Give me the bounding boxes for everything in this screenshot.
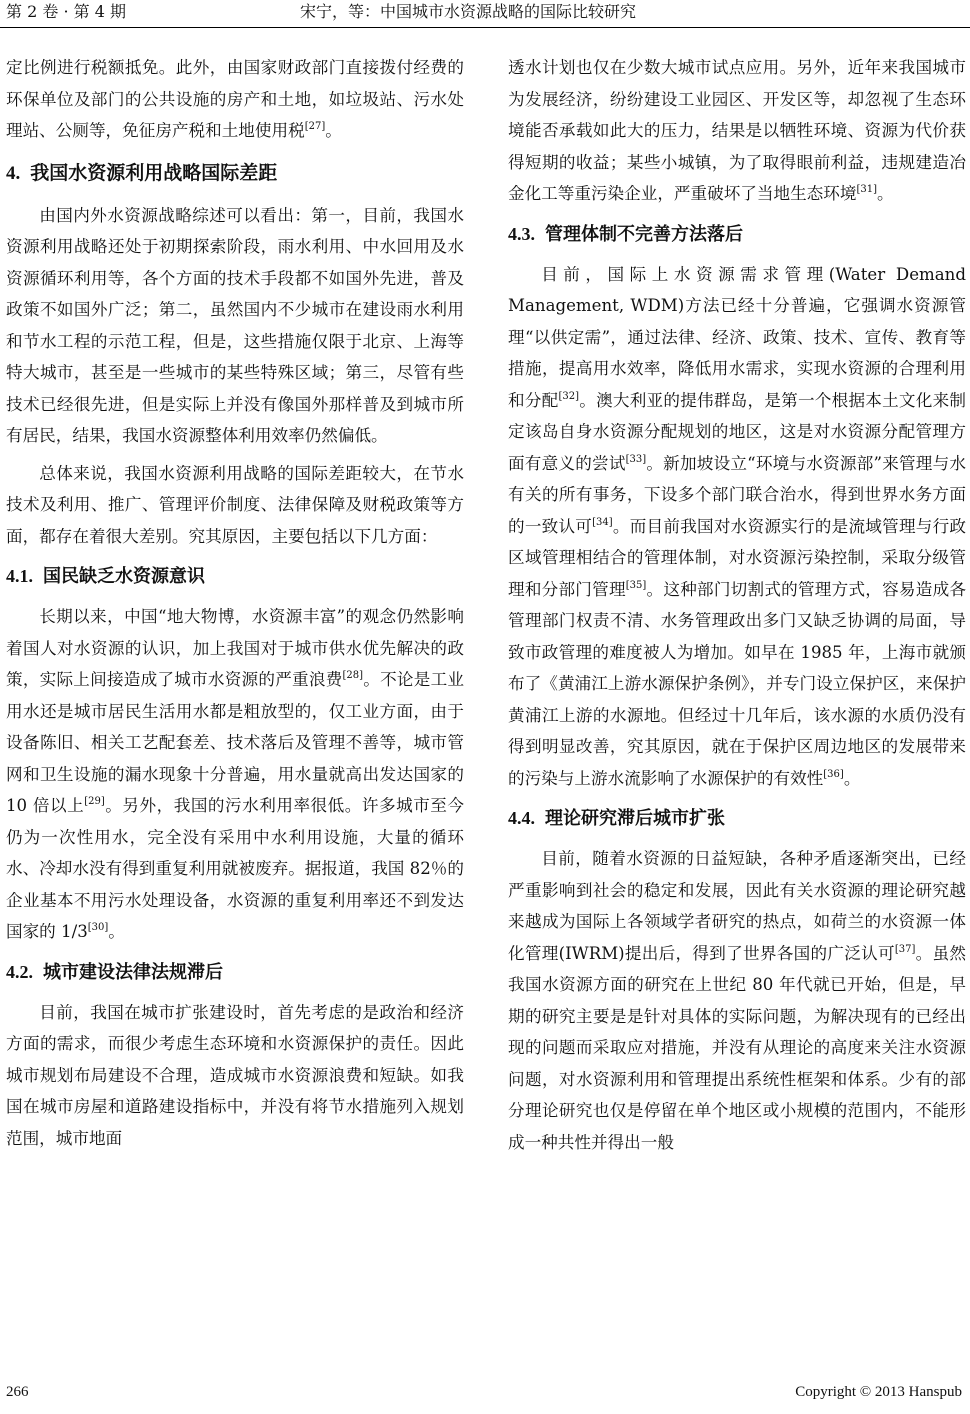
page-number: 266 — [6, 1384, 29, 1400]
copyright-notice: Copyright © 2013 Hanspub — [795, 1384, 962, 1400]
section-heading-4-4: 4.4. 理论研究滞后城市扩张 — [508, 808, 725, 829]
left-column — [6, 52, 464, 1160]
right-column — [508, 52, 966, 1164]
citation-31[interactable]: [31] — [856, 184, 877, 195]
section-heading-4-1: 4.1. 国民缺乏水资源意识 — [6, 566, 205, 587]
citation-29[interactable]: [29] — [84, 796, 105, 807]
citation-36[interactable]: [36] — [823, 768, 844, 780]
citation-37[interactable]: [37] — [894, 943, 916, 955]
citation-33[interactable]: [33] — [625, 453, 647, 465]
citation-28[interactable]: [28] — [342, 670, 364, 681]
journal-volume-issue: 第 2 卷 · 第 4 期 — [6, 2, 126, 21]
paragraph-water-awareness: 长期以来，中国“地大物博，水资源丰富”的观念仍然影响着国人对水资源的认识，加上我国对于城市供水优先解决的政策，实际上间接造成了城市水资源的严重浪费[28]。不论是工业用水还是城市居民生活用水都是粗放型的，仅工业方面，由于设备陈旧、相关工艺配套差、技术落后及管理不善等，城市管网和卫生设施的漏水现象十分普遍，用水量就高出发达国家的 10 倍以上[29]。另外，我国的污水利用率很低。许多城市至今仍为一次性用水，完全没有采用中水利用设施，大量的循环水、冷却水没有得到重复利用就被废弃。据报道，我国 82％的企业基本不用污水处理设备，水资源的重复利用率还不到发达国家的 1/3[30]。 — [6, 607, 465, 941]
section-heading-4: 4. 我国水资源利用战略国际差距 — [6, 161, 278, 184]
paragraph-urban-law: 目前，我国在城市扩张建设时，首先考虑的是政治和经济方面的需求，而很少考虑生态环境和水资源保护的责任。因此城市规划布局建设不合理，造成城市水资源浪费和短缺。如我国在城市房屋和道路建设指标中，并没有将节水措施列入规划范围，城市地面 — [6, 1002, 464, 1148]
section-heading-4-3: 4.3. 管理体制不完善方法落后 — [508, 223, 743, 245]
citation-35[interactable]: [35] — [625, 579, 647, 591]
section-heading-4-2: 4.2. 城市建设法律法规滞后 — [6, 961, 223, 983]
citation-30[interactable]: [30] — [87, 922, 109, 933]
citation-32[interactable]: [32] — [558, 390, 580, 402]
paragraph-theory-research: 目前，随着水资源的日益短缺，各种矛盾逐渐突出，已经严重影响到社会的稳定和发展，因此有关水资源的理论研究越来越成为国际上各领域学者研究的热点，如荷兰的水资源一体化管理(IWRM)提出后，得到了世界各国的广泛认可[37]。虽然我国水资源方面的研究在上世纪 80 年代就已开始，但是，早期的研究主要是是针对具体的实际问题，为解决现有的已经出现的问题而采取应对措施，并没有从理论的高度来关注水资源问题，对水资源利用和管理提出系统性框架和体系。少有的部分理论研究也仅是停留在单个地区或小规模的范围内，不能形成一种共性并得出一般 — [508, 849, 967, 1152]
paragraph-tax-exemption: 定比例进行税额抵免。此外，由国家财政部门直接拨付经费的环保单位及部门的公共设施的房产和土地，如垃圾站、污水处理站、公厕等，免征房产税和土地使用税[27]。 — [6, 58, 464, 140]
running-title: 宋宁，等：中国城市水资源战略的国际比较研究 — [300, 2, 637, 21]
page-header — [0, 0, 970, 40]
paragraph-management-system: 目前，国际上水资源需求管理(Water Demand Management, WDM)方法已经十分普遍，它强调水资源管理“以供定需”，通过法律、经济、政策、技术、宣传、教育等措施，提高用水效率，降低用水需求，实现水资源的合理利用和分配[32]。澳大利亚的提伟群岛，是第一个根据本土文化来制定该岛自身水资源分配规划的地区，这是对水资源分配管理方面有意义的尝试[33]。新加坡设立“环境与水资源部”来管理与水有关的所有事务，下设多个部门联合治水，得到世界水务方面的一致认可[34]。而目前我国对水资源实行的是流域管理与行政区域管理相结合的管理体制，对水资源污染控制，采取分级管理和分部门管理[35]。这种部门切割式的管理方式，容易造成各管理部门权责不清、水务管理政出多门又缺乏协调的局面，导致市政管理的难度被人为增加。如早在 1985 年，上海市就颁布了《黄浦江上游水源保护条例》，并专门设立保护区，来保护黄浦江上游的水源地。但经过十几年后，该水源的水质仍没有得到明显改善，究其原因，就在于保护区周边地区的发展带来的污染与上游水流影响了水源保护的有效性[36]。 — [508, 264, 967, 788]
citation-27[interactable]: [27] — [304, 121, 326, 132]
paragraph-gap-summary: 总体来说，我国水资源利用战略的国际差距较大，在节水技术及利用、推广、管理评价制度、法律保障及财税政策等方面，都存在着很大差别。究其原因，主要包括以下几方面： — [6, 463, 464, 546]
paragraph-permeable-plan: 透水计划也仅在少数大城市试点应用。另外，近年来我国城市为发展经济，纷纷建设工业园区、开发区等，却忽视了生态环境能否承载如此大的压力，结果是以牺牲环境、资源为代价获得短期的收益；某些小城镇，为了取得眼前利益，违规建造冶金化工等重污染企业，严重破坏了当地生态环境[31]。 — [508, 58, 966, 203]
citation-34[interactable]: [34] — [592, 516, 613, 528]
header-rule — [0, 27, 970, 28]
paragraph-gap-overview: 由国内外水资源战略综述可以看出：第一，目前，我国水资源利用战略还处于初期探索阶段，雨水利用、中水回用及水资源循环利用等，各个方面的技术手段都不如国外先进，普及政策不如国外广泛；第二，虽然国内不少城市在建设雨水利用和节水工程的示范工程，但是，这些措施仅限于北京、上海等特大城市，甚至是一些城市的某些特殊区域；第三，尽管有些技术已经很先进，但是实际上并没有像国外那样普及到城市所有居民，结果，我国水资源整体利用效率仍然偏低。 — [6, 205, 464, 445]
